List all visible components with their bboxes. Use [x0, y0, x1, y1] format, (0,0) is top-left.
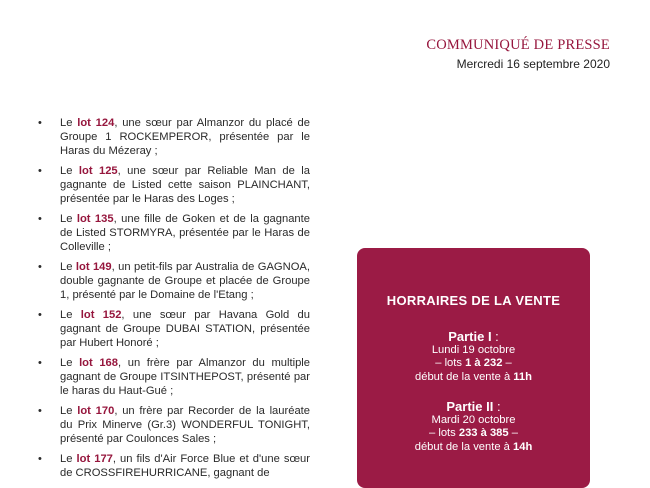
lot-number: lot 135 [76, 213, 114, 225]
part-lots [357, 427, 590, 441]
lot-prefix: Le [60, 357, 80, 369]
lot-number: lot 170 [77, 405, 115, 417]
list-item [38, 260, 310, 302]
part-colon: : [491, 329, 499, 344]
lot-description: , un frère par Recorder de la lauréate du Prix Minerve (Gr.3) WONDERFUL TONIGHT, présenté par Coulonces Sales ; [60, 405, 310, 445]
start-time: 11h [513, 370, 532, 383]
lot-number: lot 124 [77, 117, 115, 129]
list-item [38, 116, 310, 158]
lots-list [38, 116, 310, 486]
lot-prefix: Le [60, 261, 76, 273]
part-day: Lundi 19 octobre [431, 343, 516, 356]
part-title [357, 400, 590, 414]
lot-number: lot 152 [80, 309, 122, 321]
part-lots [357, 357, 590, 371]
lot-number: lot 177 [76, 453, 113, 465]
list-item [38, 356, 310, 398]
sale-schedule-box [357, 248, 590, 488]
part-start [357, 371, 590, 385]
lot-description: , un frère par Almanzor du multiple gagnant de Groupe ITSINTHEPOST, présenté par le haras du Haut-Gué ; [60, 357, 310, 397]
list-item [38, 452, 310, 480]
start-prefix: début de la vente à [414, 440, 513, 453]
lots-range: 233 à 385 [458, 427, 509, 439]
list-item [38, 308, 310, 350]
lot-description: , une sœur par Reliable Man de la gagnante de Listed cette saison PLAINCHANT, présentée par le Haras des Loges ; [60, 165, 310, 205]
part-day: Mardi 20 octobre [431, 413, 516, 426]
start-prefix: début de la vente à [415, 370, 514, 383]
lot-prefix: Le [60, 309, 81, 321]
lot-prefix: Le [60, 117, 78, 129]
schedule-part-1 [357, 330, 590, 384]
lot-description: , une fille de Goken et de la gagnante de Listed STORMYRA, présentée par le Haras de Colleville ; [60, 213, 310, 253]
lots-range: 1 à 232 [465, 357, 503, 369]
header-title: COMMUNIQUÉ DE PRESSE [426, 37, 610, 53]
lot-number: lot 125 [78, 165, 118, 177]
lots-suffix: – [508, 427, 518, 439]
start-time: 14h [513, 440, 533, 453]
schedule-title: HORRAIRES DE LA VENTE [386, 293, 561, 308]
lot-number: lot 168 [79, 357, 119, 369]
lots-prefix: – lots [429, 427, 459, 439]
lots-suffix: – [502, 357, 512, 369]
schedule-part-2 [357, 400, 590, 454]
part-colon: : [493, 399, 501, 414]
lot-description: , un petit-fils par Australia de GAGNOA, double gagnante de Groupe et placée de Groupe 1, présenté par le Domaine de l'Etang ; [60, 261, 310, 301]
lot-prefix: Le [60, 453, 77, 465]
list-item [38, 212, 310, 254]
lots-prefix: – lots [435, 357, 466, 369]
lot-description: , un fils d'Air Force Blue et d'une sœur de CROSSFIREHURRICANE, gagnant de [60, 453, 310, 479]
lot-description: , une sœur par Almanzor du placé de Groupe 1 ROCKEMPEROR, présentée par le Haras du Mézeray ; [60, 117, 310, 157]
part-title [357, 330, 590, 344]
part-start [357, 441, 590, 455]
list-item [38, 404, 310, 446]
lot-prefix: Le [60, 165, 79, 177]
lot-prefix: Le [60, 213, 77, 225]
lot-description: , une sœur par Havana Gold du gagnant de Groupe DUBAI STATION, présentée par Hubert Honoré ; [60, 309, 310, 349]
header-date: Mercredi 16 septembre 2020 [456, 57, 610, 71]
part-name: Partie I [448, 329, 492, 344]
lot-prefix: Le [60, 405, 78, 417]
part-name: Partie II [446, 399, 494, 414]
list-item [38, 164, 310, 206]
lot-number: lot 149 [75, 261, 112, 273]
